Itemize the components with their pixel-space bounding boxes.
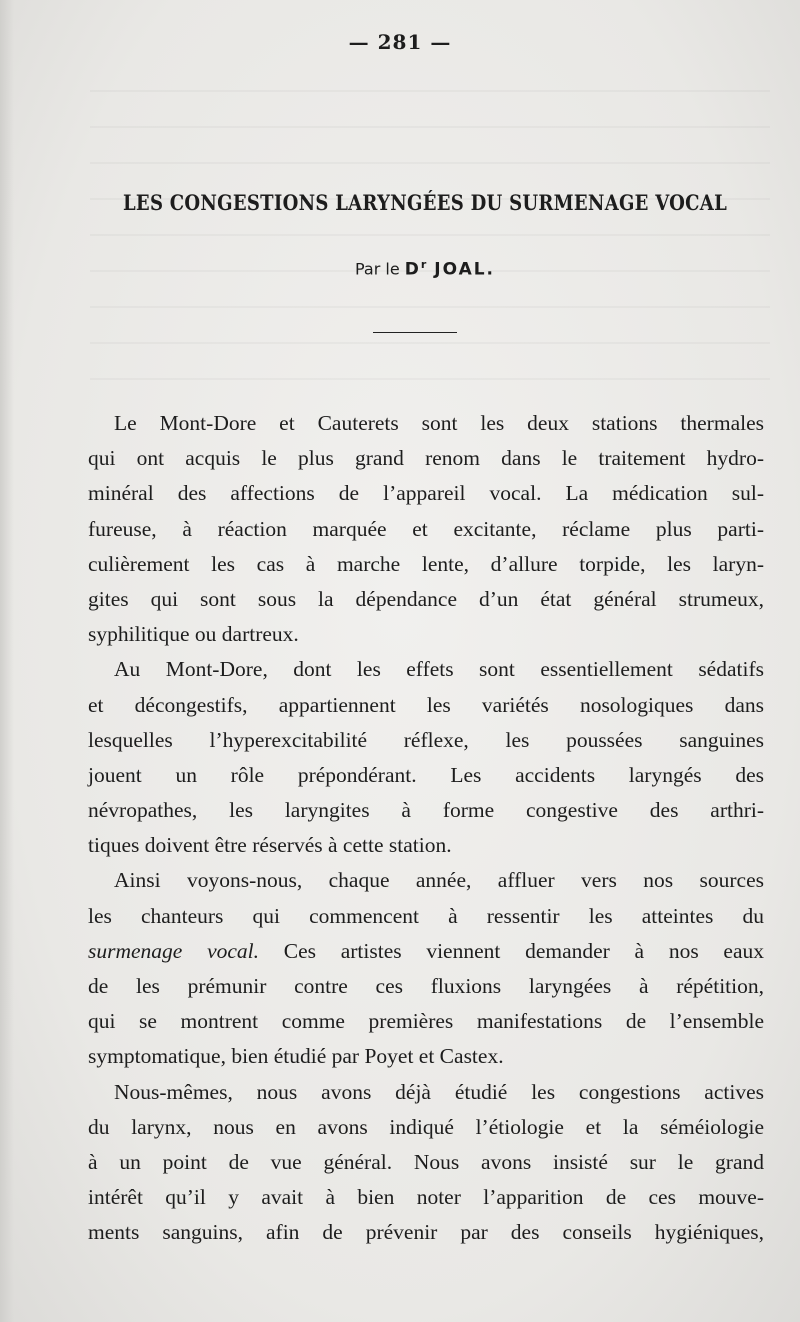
text-line: et décongestifs, appartiennent les variétés nosologiques dans	[88, 692, 764, 717]
text-line: tiques doivent être réservés à cette station.	[88, 833, 452, 858]
text-line: intérêt qu’il y avait à bien noter l’apparition de ces mouve-	[88, 1185, 764, 1210]
text-line: Ainsi voyons-nous, chaque année, affluer vers nos sources	[114, 868, 764, 893]
paragraph	[88, 1075, 764, 1251]
article-body	[88, 406, 764, 1251]
text-line: qui ont acquis le plus grand renom dans le traitement hydro-	[88, 446, 764, 471]
text-line: syphilitique ou dartreux.	[88, 622, 299, 647]
text-line: de les prémunir contre ces fluxions laryngées à répétition,	[88, 974, 764, 998]
paragraph	[88, 863, 764, 1074]
text-line: symptomatique, bien étudié par Poyet et Castex.	[88, 1044, 504, 1069]
article-title: LES CONGESTIONS LARYNGÉES DU SURMENAGE VOCAL	[122, 190, 728, 215]
italic-phrase: surmenage vocal.	[88, 938, 260, 963]
text-line	[88, 934, 764, 969]
text-line: à un point de vue général. Nous avons insisté sur le grand	[88, 1149, 764, 1174]
text-line: jouent un rôle prépondérant. Les accidents laryngés des	[88, 762, 764, 787]
text-line: Au Mont-Dore, dont les effets sont essentiellement sédatifs	[114, 657, 764, 682]
page-gutter-shadow	[0, 0, 14, 1322]
text-line: lesquelles l’hyperexcitabilité réflexe, les poussées sanguines	[88, 727, 764, 752]
text-line: les chanteurs qui commencent à ressentir les atteintes du	[88, 903, 764, 928]
text-line: fureuse, à réaction marquée et excitante, réclame plus parti-	[88, 516, 764, 541]
text-line: minéral des affections de l’appareil vocal. La médication sul-	[88, 481, 764, 506]
text-line: ments sanguins, afin de prévenir par des conseils hygiéniques,	[88, 1220, 764, 1245]
bleed-through-text	[90, 70, 770, 400]
byline-doctor: D	[404, 259, 421, 280]
byline-prefix: Par le	[354, 259, 405, 279]
page-number: — 281 —	[348, 30, 452, 54]
byline-doctor-sup: r	[420, 258, 427, 271]
paragraph	[88, 652, 764, 863]
byline-author: JOAL.	[426, 259, 496, 280]
text-line: du larynx, nous en avons indiqué l’étiologie et la séméiologie	[88, 1114, 764, 1139]
byline	[0, 258, 800, 280]
text-line: Le Mont-Dore et Cauterets sont les deux stations thermales	[114, 411, 764, 435]
text-line: culièrement les cas à marche lente, d’allure torpide, les laryn-	[88, 551, 764, 576]
text-fragment: Ces artistes viennent demander à nos eaux	[259, 938, 764, 963]
text-line: névropathes, les laryngites à forme congestive des arthri-	[88, 798, 764, 823]
text-line: Nous-mêmes, nous avons déjà étudié les congestions actives	[114, 1079, 764, 1104]
paragraph	[88, 406, 764, 652]
text-line: gites qui sont sous la dépendance d’un état général strumeux,	[88, 586, 764, 611]
text-line: qui se montrent comme premières manifestations de l’ensemble	[88, 1009, 764, 1034]
title-separator-rule	[373, 332, 457, 333]
